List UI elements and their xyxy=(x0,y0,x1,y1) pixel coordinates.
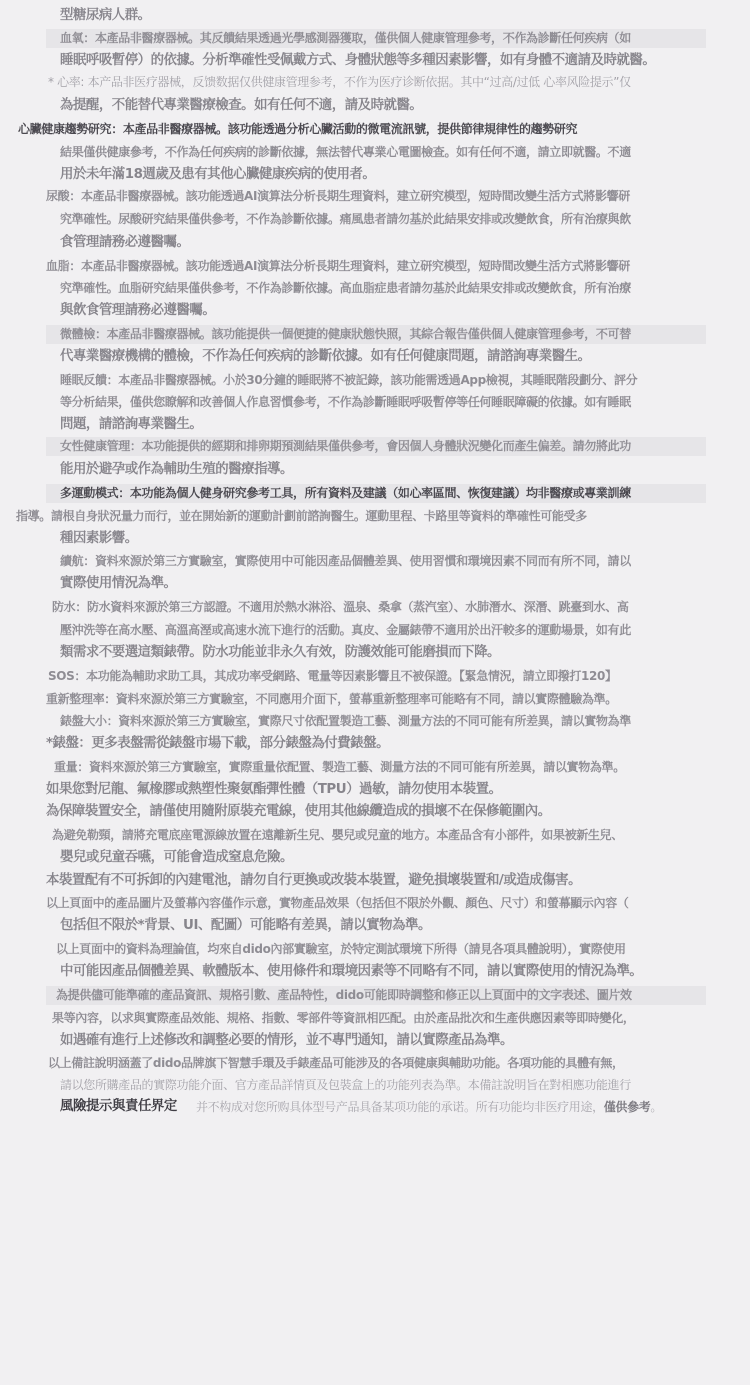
text-line: 為保障裝置安全，請僅使用隨附原裝充電線，使用其他線纜造成的損壞不在保修範圍內。 xyxy=(46,804,551,819)
text-line: 食管理請務必遵醫囑。 xyxy=(60,235,190,250)
text-line: 究準確性。尿酸研究結果僅供參考，不作為診斷依據。痛風患者請勿基於此結果安排或改變飲食，所有治療與飲 xyxy=(60,212,631,226)
text-line: 以上頁面中的資料為理論值，均來自dido內部實驗室，於特定測試環境下所得（請見各項具體說明），實際使用 xyxy=(56,942,626,956)
text-line: 嬰兒或兒童吞嚥，可能會造成窒息危險。 xyxy=(60,850,293,865)
text-line: 問題，請諮詢專業醫生。 xyxy=(60,417,203,432)
text-line: 重新整理率：資料來源於第三方實驗室，不同應用介面下，螢幕重新整理率可能略有不同，請以實際體驗為準。 xyxy=(46,692,617,706)
footer-end: 。 xyxy=(650,1100,663,1114)
text-line: 睡眠呼吸暫停）的依據。分析準確性受佩戴方式、身體狀態等多種因素影響，如有身體不適請及時就醫。 xyxy=(60,53,656,68)
text-line: 為提供儘可能準確的產品資訊、規格引數、產品特性，dido可能即時調整和修正以上頁面中的文字表述、圖片效 xyxy=(56,988,632,1002)
text-line: 用於未年滿18週歲及患有其他心臟健康疾病的使用者。 xyxy=(60,167,376,182)
text-line: 究準確性。血脂研究結果僅供參考，不作為診斷依據。高血脂症患者請勿基於此結果安排或改變飲食，所有治療 xyxy=(60,281,631,295)
text-line: 種因素影響。 xyxy=(60,531,138,546)
text-line: 型糖尿病人群。 xyxy=(60,8,151,23)
text-line: * 心率: 本产品非医疗器械，反馈数据仅供健康管理参考，不作为医疗诊断依据。其中“过高/过低 心率风险提示”仅 xyxy=(48,75,631,89)
text-line: 血氧：本產品非醫療器械。其反饋結果透過光學感測器獲取，僅供個人健康管理參考，不作為診斷任何疾病（如 xyxy=(60,31,631,45)
text-line: 與飲食管理請務必遵醫囑。 xyxy=(60,303,216,318)
text-line: 類需求不要選這類錶帶。防水功能並非永久有效，防護效能可能磨損而下降。 xyxy=(60,645,500,660)
text-line: 續航：資料來源於第三方實驗室，實際使用中可能因產品個體差異、使用習慣和環境因素不同而有所不同，請以 xyxy=(60,554,631,568)
text-line: 女性健康管理：本功能提供的經期和排卵期預測結果僅供參考，會因個人身體狀況變化而產生偏差。請勿將此功 xyxy=(60,439,631,453)
text-line: *錶盤：更多表盤需從錶盤市場下載，部分錶盤為付費錶盤。 xyxy=(46,736,390,751)
text-line: 為提醒，不能替代專業醫療檢查。如有任何不適，請及時就醫。 xyxy=(60,98,423,113)
text-line: 等分析結果，僅供您瞭解和改善個人作息習慣參考，不作為診斷睡眠呼吸暫停等任何睡眠障礙的依據。如有睡眠 xyxy=(60,395,631,409)
text-line: 為避免勒頸，請將充電底座電源線放置在遠離新生兒、嬰兒或兒童的地方。本產品含有小部件，如果被新生兒、 xyxy=(52,828,623,842)
text-line: 睡眠反饋：本產品非醫療器械。小於30分鐘的睡眠將不被記錄，該功能需透過App檢視，其睡眠階段劃分、評分 xyxy=(60,373,638,387)
text-line: 心臟健康趨勢研究：本產品非醫療器械。該功能透過分析心臟活動的微電流訊號，提供節律規律性的趨勢研究 xyxy=(18,122,578,136)
text-line: 指導。請根自身狀況量力而行，並在開始新的運動計劃前諮詢醫生。運動里程、卡路里等資料的準確性可能受多 xyxy=(16,509,587,523)
text-line: 本裝置配有不可拆卸的內建電池，請勿自行更換或改裝本裝置，避免損壞裝置和/或造成傷害。 xyxy=(46,873,582,888)
text-line: 如遇確有進行上述修改和調整必要的情形，並不專門通知，請以實際產品為準。 xyxy=(60,1033,513,1048)
text-line: SOS：本功能為輔助求助工具，其成功率受網路、電量等因素影響且不被保證。【緊急情況，請立即撥打120】 xyxy=(48,669,617,683)
text-line: 多運動模式：本功能為個人健身研究參考工具，所有資料及建議（如心率區間、恢復建議）均非醫療或專業訓練 xyxy=(60,486,631,500)
footer-note-text: 并不构成对您所购具体型号产品具备某项功能的承诺。所有功能均非医疗用途， xyxy=(196,1100,604,1114)
text-line: 血脂：本產品非醫療器械。該功能透過AI演算法分析長期生理資料，建立研究模型，短時間改變生活方式將影響研 xyxy=(46,259,630,273)
footer-emphasis: 僅供參考 xyxy=(603,1100,651,1114)
text-line: 結果僅供健康參考，不作為任何疾病的診斷依據，無法替代專業心電圖檢查。如有任何不適，請立即就醫。不適 xyxy=(60,145,631,159)
text-line: 以上備註說明涵蓋了dido品牌旗下智慧手環及手錶產品可能涉及的各項健康與輔助功能。各項功能的具體有無， xyxy=(48,1056,624,1070)
text-line: 中可能因產品個體差異、軟體版本、使用條件和環境因素等不同略有不同，請以實際使用的情況為準。 xyxy=(60,964,643,979)
text-line: 果等內容，以求與實際產品效能、規格、指數、零部件等資訊相匹配。由於產品批次和生產供應因素等即時變化， xyxy=(52,1011,635,1025)
footer-note xyxy=(196,1099,662,1116)
text-line: 壓沖洗等在高水壓、高溫高溼或高速水流下進行的活動。真皮、金屬錶帶不適用於出汗較多的運動場景，如有此 xyxy=(60,623,631,637)
text-line: 以上頁面中的產品圖片及螢幕內容僅作示意，實物產品效果（包括但不限於外觀、顏色、尺寸）和螢幕顯示內容（ xyxy=(46,896,629,910)
text-line: 實際使用情況為準。 xyxy=(60,576,177,591)
text-line: 包括但不限於*背景、UI、配圖）可能略有差異，請以實物為準。 xyxy=(60,918,431,933)
text-line: 防水：防水資料來源於第三方認證。不適用於熱水淋浴、溫泉、桑拿（蒸汽室）、水肺潛水、深潛、跳臺到水、高 xyxy=(52,600,629,614)
text-line: 請以您所購產品的實際功能介面、官方產品詳情頁及包裝盒上的功能列表為準。本備註說明旨在對相應功能進行 xyxy=(60,1078,631,1092)
footer-heading: 風險提示與責任界定 xyxy=(60,1099,177,1114)
text-line: 微體檢：本產品非醫療器械。該功能提供一個便捷的健康狀態快照，其綜合報告僅供個人健康管理參考，不可替 xyxy=(60,327,631,341)
text-line: 如果您對尼龍、氟橡膠或熱塑性聚氨酯彈性體（TPU）過敏，請勿使用本裝置。 xyxy=(46,782,502,797)
text-line: 重量：資料來源於第三方實驗室，實際重量依配置、製造工藝、測量方法的不同可能有所差異，請以實物為準。 xyxy=(54,760,625,774)
text-line: 代專業醫療機構的體檢，不作為任何疾病的診斷依據。如有任何健康問題，請諮詢專業醫生。 xyxy=(60,349,591,364)
text-line: 尿酸：本產品非醫療器械。該功能透過AI演算法分析長期生理資料，建立研究模型，短時間改變生活方式將影響研 xyxy=(46,189,630,203)
text-line: 能用於避孕或作為輔助生殖的醫療指導。 xyxy=(60,462,293,477)
text-line: 錶盤大小：資料來源於第三方實驗室，實際尺寸依配置製造工藝、測量方法的不同可能有所差異，請以實物為準 xyxy=(60,714,631,728)
